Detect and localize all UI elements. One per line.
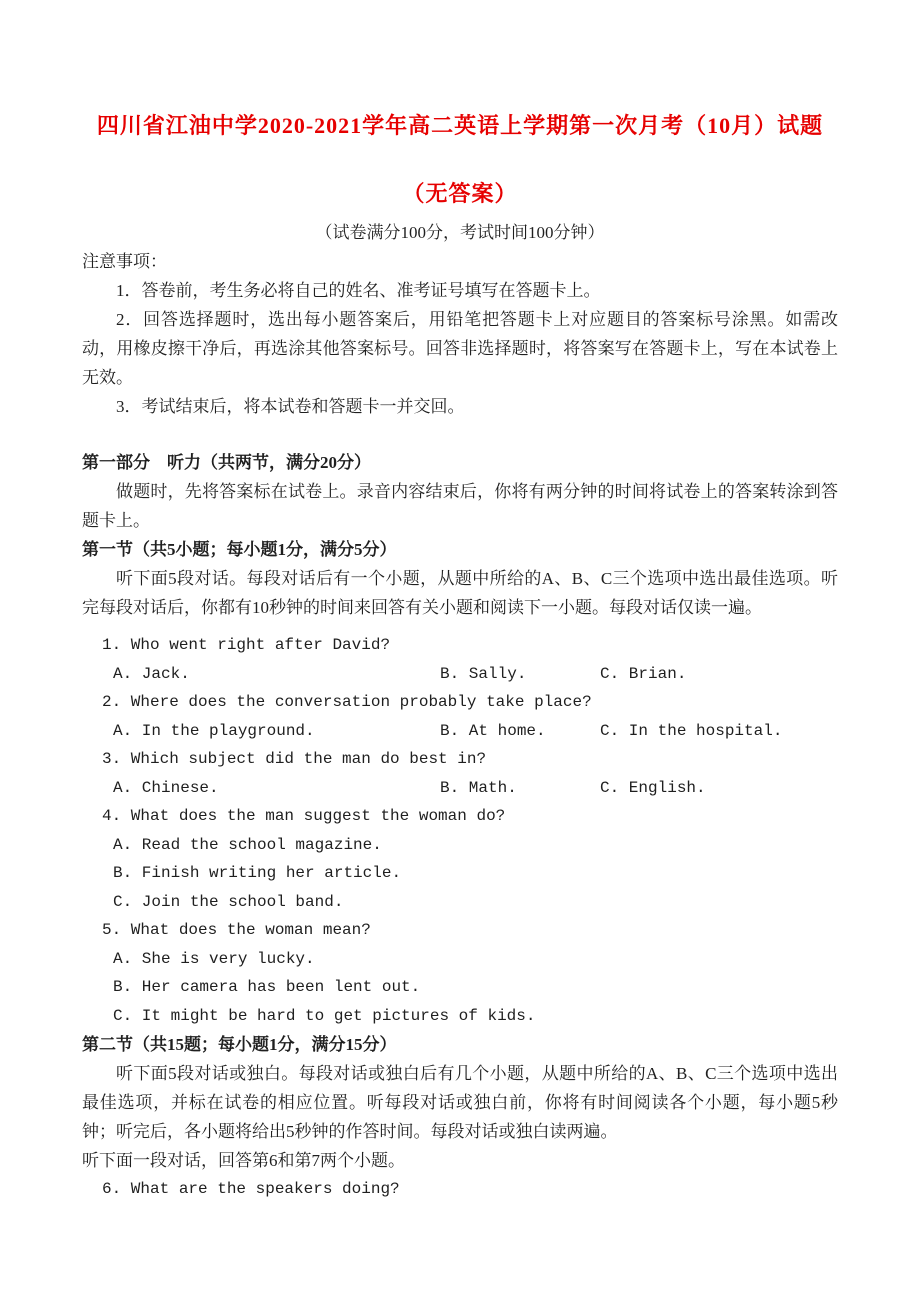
question-1-option-a: A. Jack. [113,664,190,683]
part1-heading: 第一部分 听力（共两节，满分20分） [82,453,371,472]
question-2-option-b: B. At home. [440,721,546,740]
question-2-text: 2. Where does the conversation probably take place? [102,693,592,711]
notice-item-3: 3．考试结束后，将本试卷和答题卡一并交回。 [116,397,465,416]
listening-section2-questions [82,1175,838,1204]
question-2-options [82,717,838,746]
question-3-options [82,774,838,803]
question-1-options [82,660,838,689]
question-4-text: 4. What does the man suggest the woman do? [102,807,506,825]
notice-item-2: 2．回答选择题时，选出每小题答案后，用铅笔把答题卡上对应题目的答案标号涂黑。如需改动，用橡皮擦干净后，再选涂其他答案标号。回答非选择题时，将答案写在答题卡上，写在本试卷上无效。 [82,310,838,387]
section2-dialog-note: 听下面一段对话，回答第6和第7两个小题。 [82,1151,405,1170]
question-4-option-b: B. Finish writing her article. [113,864,402,882]
notice-item-1: 1．答卷前，考生务必将自己的姓名、准考证号填写在答题卡上。 [116,281,601,300]
question-3-option-c: C. English. [600,778,706,797]
question-4-option-c: C. Join the school band. [113,892,344,911]
question-3-option-a: A. Chinese. [113,778,219,797]
exam-title-line1: 四川省江油中学2020-2021学年高二英语上学期第一次月考（10月）试题 [96,113,824,138]
section2-heading: 第二节（共15题；每小题1分，满分15分） [82,1035,397,1054]
listening-section1-questions [82,631,838,1030]
question-1-text: 1. Who went right after David? [102,636,391,654]
question-1-option-c: C. Brian. [600,664,687,683]
section2-intro: 听下面5段对话或独白。每段对话或独白后有几个小题，从题中所给的A、B、C三个选项中选出最佳选项，并标在试卷的相应位置。听每段对话或独白前，你将有时间阅读各个小题，每小题5秒钟；听完后，各小题将给出5秒钟的作答时间。每段对话或独白读两遍。 [82,1064,838,1141]
exam-title-line2: （无答案） [402,181,518,206]
section1-heading: 第一节（共5小题；每小题1分，满分5分） [82,540,397,559]
notice-heading: 注意事项： [82,252,167,271]
question-4-option-a: A. Read the school magazine. [113,835,382,854]
question-5-option-a: A. She is very lucky. [113,949,315,968]
question-2-option-a: A. In the playground. [113,721,315,740]
section1-intro: 听下面5段对话。每段对话后有一个小题，从题中所给的A、B、C三个选项中选出最佳选项。听完每段对话后，你都有10秒钟的时间来回答有关小题和阅读下一小题。每段对话仅读一遍。 [82,569,838,617]
exam-info: （试卷满分100分，考试时间100分钟） [315,223,605,242]
question-2-option-c: C. In the hospital. [600,721,783,740]
part1-intro: 做题时，先将答案标在试卷上。录音内容结束后，你将有两分钟的时间将试卷上的答案转涂到答题卡上。 [82,482,838,530]
question-3-text: 3. Which subject did the man do best in? [102,750,487,768]
question-3-option-b: B. Math. [440,778,517,797]
question-5-option-b: B. Her camera has been lent out. [113,978,421,996]
question-6-text: 6. What are the speakers doing? [102,1180,400,1198]
question-5-text: 5. What does the woman mean? [102,921,371,939]
question-5-option-c: C. It might be hard to get pictures of kids. [113,1006,536,1025]
question-1-option-b: B. Sally. [440,664,527,683]
